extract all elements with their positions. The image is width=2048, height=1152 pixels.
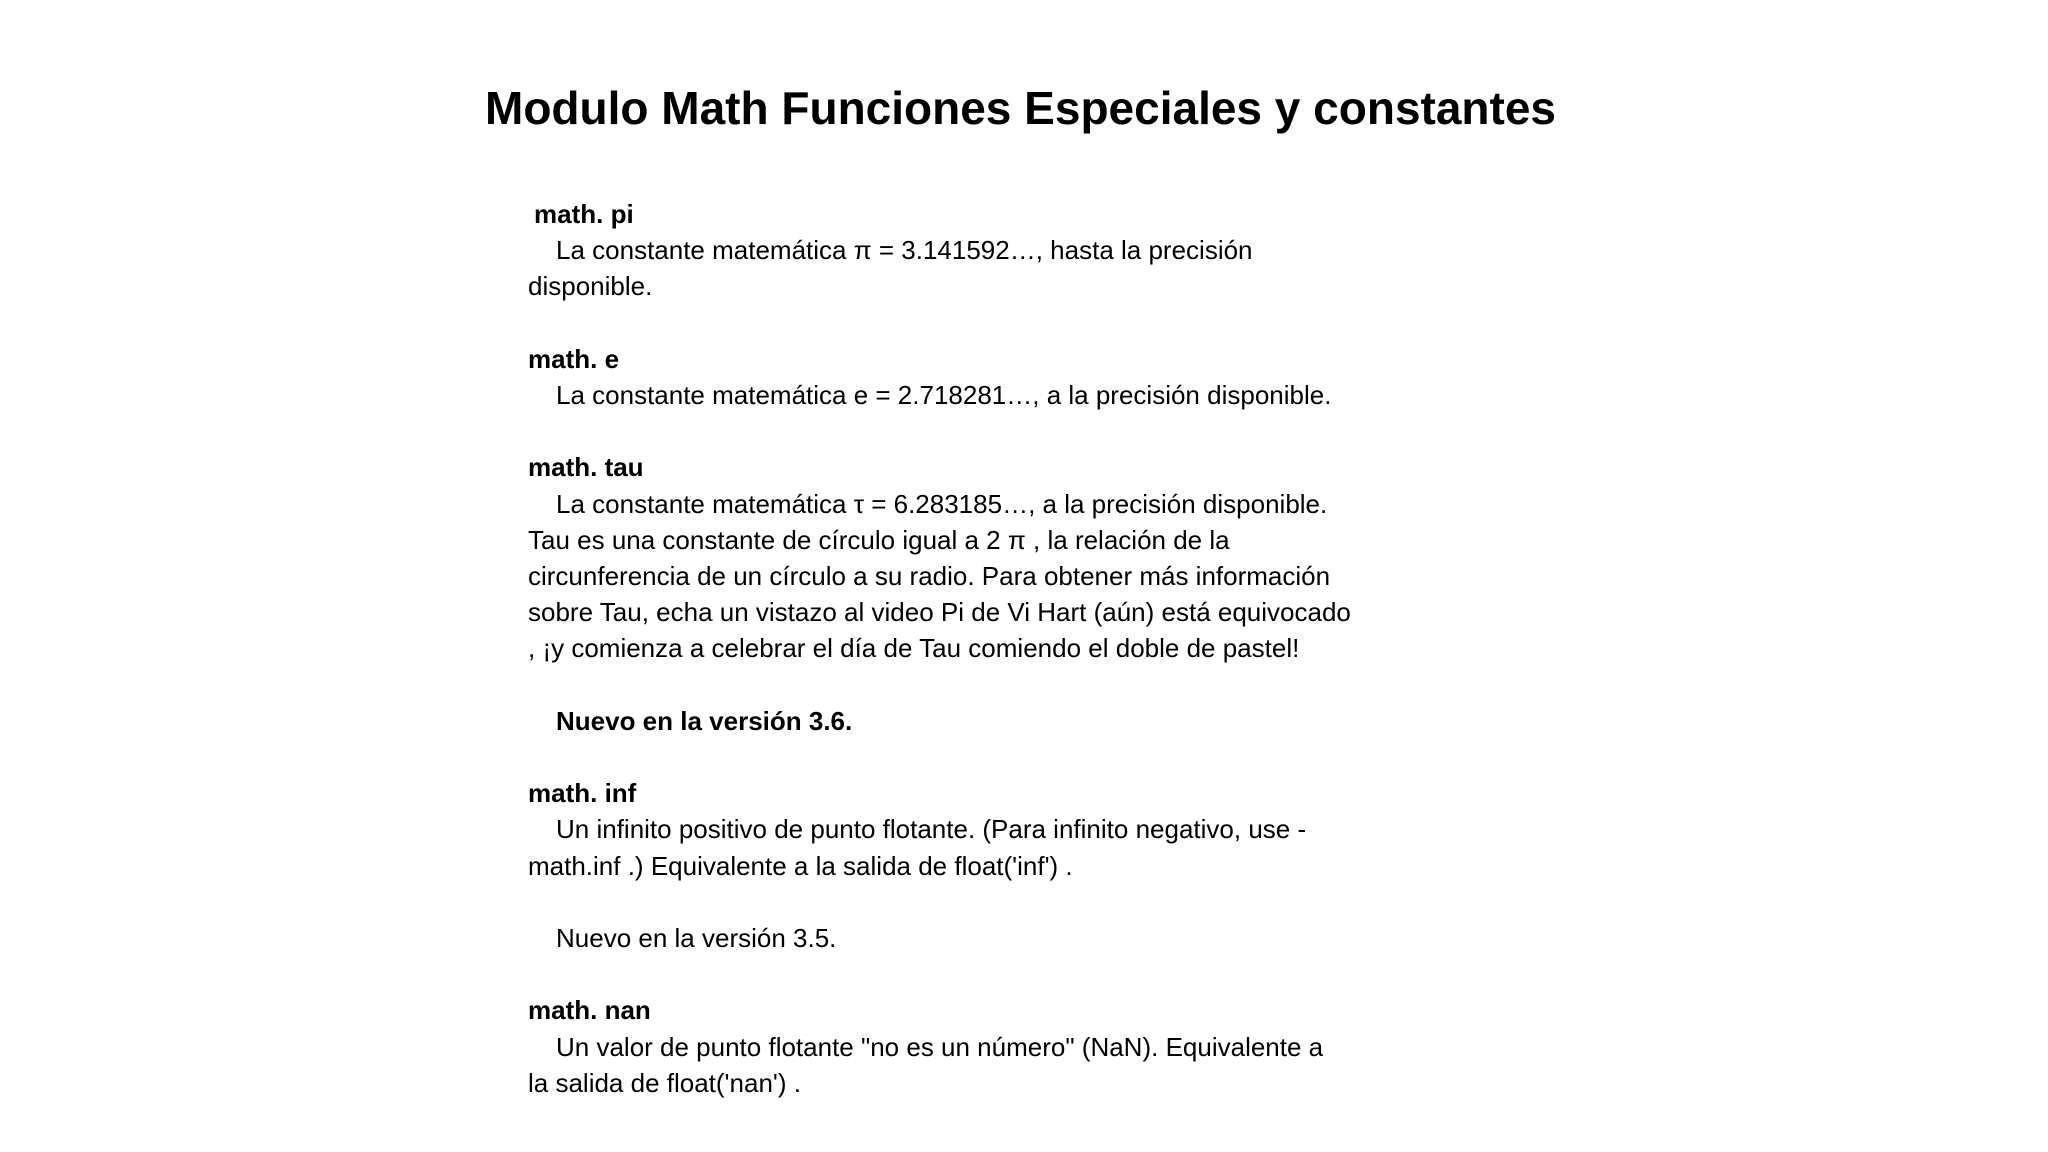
section-text-inf-line-2: math.inf .) Equivalente a la salida de float('inf') . — [528, 850, 1073, 881]
section-text-tau-line-3: circunferencia de un círculo a su radio. Para obtener más información — [528, 561, 1331, 591]
spacer — [528, 884, 1428, 920]
spacer — [528, 413, 1428, 449]
section-text-tau-line-2: Tau es una constante de círculo igual a 2 π , la relación de la — [528, 524, 1230, 555]
version-note-inf: Nuevo en la versión 3.5. — [556, 922, 837, 953]
version-note-tau: Nuevo en la versión 3.6. — [556, 705, 853, 736]
section-heading-inf: math. inf — [528, 778, 637, 809]
section-heading-nan: math. nan — [528, 995, 651, 1026]
section-heading-pi: math. pi — [534, 199, 634, 229]
section-text-e-line-1: La constante matemática e = 2.718281…, a la precisión disponible. — [556, 380, 1332, 410]
section-text-pi-line-2: disponible. — [528, 271, 653, 302]
spacer — [528, 739, 1428, 775]
section-text-inf-line-1: Un infinito positivo de punto flotante. (Para infinito negativo, use - — [556, 814, 1307, 845]
spacer — [528, 956, 1428, 992]
page-title: Modulo Math Funciones Especiales y constantes — [485, 82, 1557, 134]
section-text-tau-line-1: La constante matemática τ = 6.283185…, a la precisión disponible. — [556, 488, 1328, 519]
spacer — [528, 305, 1428, 341]
section-heading-e: math. e — [528, 343, 620, 374]
section-text-nan-line-1: Un valor de punto flotante "no es un número" (NaN). Equivalente a — [556, 1031, 1324, 1062]
section-text-pi-line-1: La constante matemática π = 3.141592…, hasta la precisión — [556, 235, 1253, 266]
spacer — [528, 667, 1428, 703]
section-text-tau-line-4: sobre Tau, echa un vistazo al video Pi de Vi Hart (aún) está equivocado — [528, 597, 1351, 628]
section-text-tau-line-5: , ¡y comienza a celebrar el día de Tau comiendo el doble de pastel! — [528, 633, 1300, 664]
section-text-nan-line-2: la salida de float('nan') . — [528, 1067, 801, 1098]
slide-body — [528, 196, 1428, 1101]
section-heading-tau: math. tau — [528, 452, 644, 483]
